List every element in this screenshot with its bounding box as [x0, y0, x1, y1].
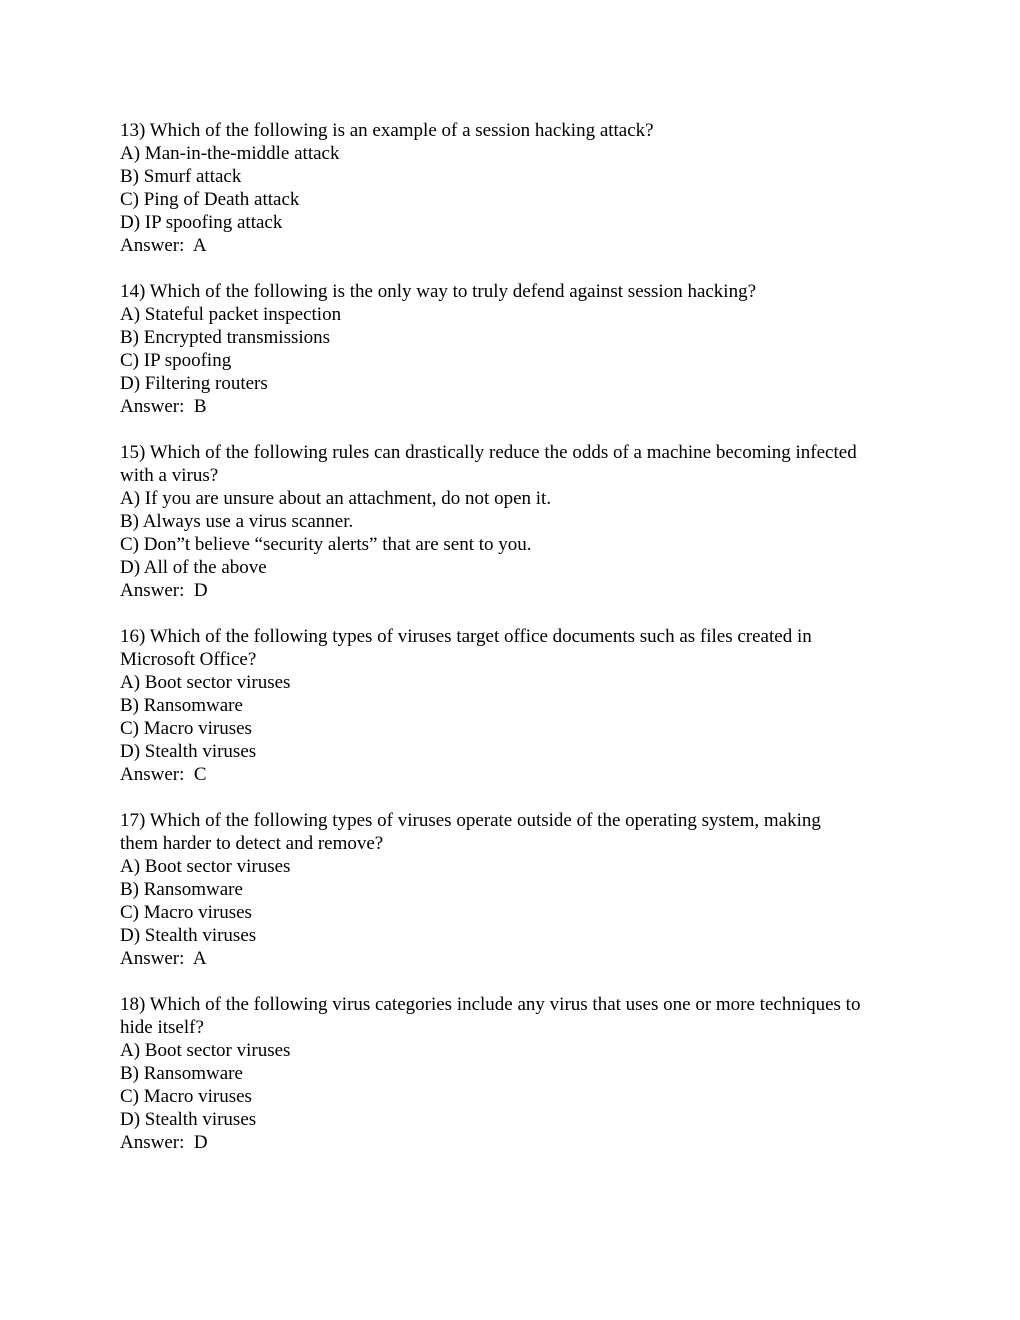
- option-c: C) Ping of Death attack: [120, 189, 300, 210]
- question-stem: 15) Which of the following rules can drastically reduce the odds of a machine becoming infected: [120, 442, 857, 463]
- option-c: C) Don”t believe “security alerts” that are sent to you.: [120, 534, 532, 555]
- option-b: B) Smurf attack: [120, 166, 242, 187]
- document-page: [120, 119, 910, 1154]
- option-c: C) Macro viruses: [120, 718, 252, 739]
- question-stem-continued: them harder to detect and remove?: [120, 833, 384, 854]
- question-stem-continued: with a virus?: [120, 465, 219, 486]
- question-15: [120, 441, 910, 602]
- option-d: D) Stealth viruses: [120, 1109, 257, 1130]
- option-a: A) Man-in-the-middle attack: [120, 143, 340, 164]
- option-b: B) Ransomware: [120, 695, 243, 716]
- answer-line: Answer: C: [120, 764, 207, 785]
- question-stem: 13) Which of the following is an example of a session hacking attack?: [120, 120, 654, 141]
- option-a: A) Boot sector viruses: [120, 856, 291, 877]
- question-16: [120, 625, 910, 786]
- answer-line: Answer: B: [120, 396, 207, 417]
- question-stem: 17) Which of the following types of viruses operate outside of the operating system, making: [120, 810, 821, 831]
- option-d: D) IP spoofing attack: [120, 212, 283, 233]
- option-a: A) Boot sector viruses: [120, 672, 291, 693]
- question-18: [120, 993, 910, 1154]
- option-b: B) Ransomware: [120, 879, 243, 900]
- option-a: A) Boot sector viruses: [120, 1040, 291, 1061]
- option-d: D) Stealth viruses: [120, 741, 257, 762]
- option-a: A) Stateful packet inspection: [120, 304, 342, 325]
- question-13: [120, 119, 910, 257]
- question-stem-continued: Microsoft Office?: [120, 649, 257, 670]
- option-c: C) IP spoofing: [120, 350, 232, 371]
- option-d: D) Filtering routers: [120, 373, 268, 394]
- question-stem: 14) Which of the following is the only way to truly defend against session hacking?: [120, 281, 757, 302]
- option-d: D) All of the above: [120, 557, 267, 578]
- question-stem-continued: hide itself?: [120, 1017, 204, 1038]
- option-a: A) If you are unsure about an attachment, do not open it.: [120, 488, 552, 509]
- question-stem: 16) Which of the following types of viruses target office documents such as files created in: [120, 626, 812, 647]
- option-b: B) Ransomware: [120, 1063, 243, 1084]
- answer-line: Answer: D: [120, 580, 208, 601]
- question-17: [120, 809, 910, 970]
- option-b: B) Encrypted transmissions: [120, 327, 331, 348]
- option-b: B) Always use a virus scanner.: [120, 511, 354, 532]
- option-c: C) Macro viruses: [120, 902, 252, 923]
- answer-line: Answer: A: [120, 235, 207, 256]
- question-14: [120, 280, 910, 418]
- option-c: C) Macro viruses: [120, 1086, 252, 1107]
- question-stem: 18) Which of the following virus categories include any virus that uses one or more techniques to: [120, 994, 861, 1015]
- answer-line: Answer: D: [120, 1132, 208, 1153]
- answer-line: Answer: A: [120, 948, 207, 969]
- option-d: D) Stealth viruses: [120, 925, 257, 946]
